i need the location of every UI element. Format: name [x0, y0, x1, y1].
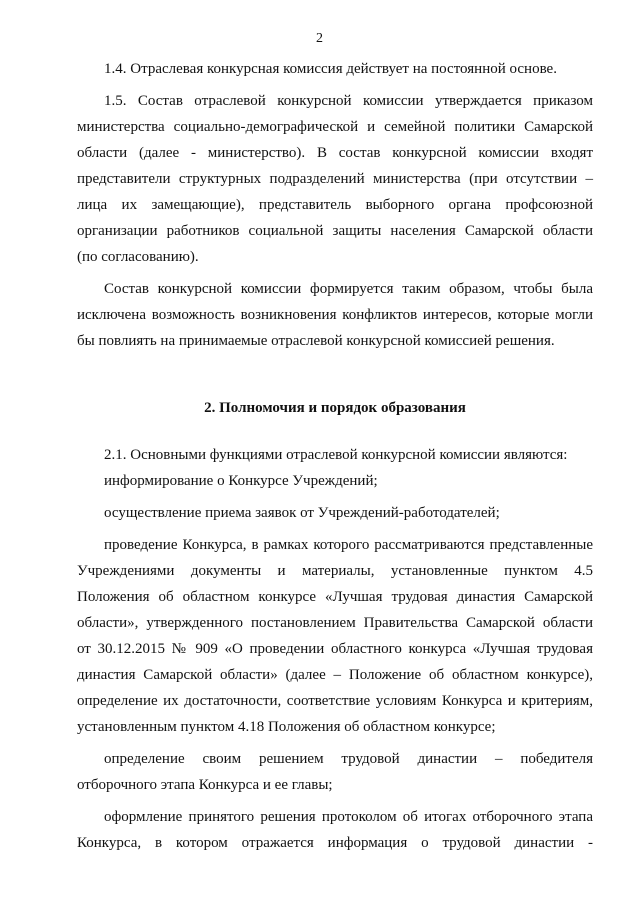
- paragraph-line: лица их замещающие), представитель выборного органа профсоюзной: [77, 197, 593, 213]
- paragraph-line: бы повлиять на принимаемые отраслевой конкурсной комиссией решения.: [77, 333, 555, 349]
- paragraph-line: проведение Конкурса, в рамках которого рассматриваются представленные: [104, 537, 593, 553]
- paragraph-line: организации работников социальной защиты населения Самарской области: [77, 223, 593, 239]
- paragraph-1-5: [77, 88, 593, 270]
- page-number: 2: [316, 31, 323, 46]
- paragraph-line: династия Самарской области» (далее – Положение об областном конкурсе),: [77, 667, 593, 683]
- list-item-determine: [77, 746, 593, 798]
- paragraph-line: министерства социально-демографической и семейной политики Самарской: [77, 119, 593, 135]
- paragraph-line: Конкурса, в котором отражается информация о трудовой династии -: [77, 835, 593, 851]
- paragraph-2-1: 2.1. Основными функциями отраслевой конкурсной комиссии являются:: [104, 447, 568, 463]
- paragraph-line: отборочного этапа Конкурса и ее главы;: [77, 777, 333, 793]
- list-item-formalize: [77, 804, 593, 856]
- paragraph-line: оформление принятого решения протоколом об итогах отборочного этапа: [104, 809, 593, 825]
- paragraph-line: от 30.12.2015 № 909 «О проведении областного конкурса «Лучшая трудовая: [77, 641, 593, 657]
- list-item-inform: информирование о Конкурсе Учреждений;: [104, 473, 378, 489]
- document-body: [77, 56, 593, 856]
- paragraph-line: определение своим решением трудовой династии – победителя: [104, 751, 593, 767]
- paragraph-line: Состав конкурсной комиссии формируется таким образом, чтобы была: [104, 281, 593, 297]
- paragraph-line: определение их достаточности, соответствие условиям Конкурса и критериям,: [77, 693, 593, 709]
- list-item-conduct: [77, 532, 593, 740]
- paragraph-line: Положения об областном конкурсе «Лучшая трудовая династия Самарской: [77, 589, 593, 605]
- paragraph-line: области», утвержденного постановлением Правительства Самарской области: [77, 615, 593, 631]
- paragraph-1-4: 1.4. Отраслевая конкурсная комиссия действует на постоянной основе.: [104, 61, 557, 77]
- paragraph-composition: [77, 276, 593, 354]
- paragraph-line: Учреждениями документы и материалы, установленные пунктом 4.5: [77, 563, 593, 579]
- paragraph-line: (по согласованию).: [77, 249, 199, 265]
- paragraph-line: 1.5. Состав отраслевой конкурсной комиссии утверждается приказом: [104, 93, 593, 109]
- section-2-heading: 2. Полномочия и порядок образования: [204, 400, 466, 416]
- list-item-accept: осуществление приема заявок от Учреждений-работодателей;: [104, 505, 500, 521]
- paragraph-line: исключена возможность возникновения конфликтов интересов, которые могли: [77, 307, 593, 323]
- paragraph-line: области (далее - министерство). В состав конкурсной комиссии входят: [77, 145, 593, 161]
- paragraph-line: установленным пунктом 4.18 Положения об областном конкурсе;: [77, 719, 496, 735]
- paragraph-line: представители структурных подразделений министерства (при отсутствии –: [77, 171, 593, 187]
